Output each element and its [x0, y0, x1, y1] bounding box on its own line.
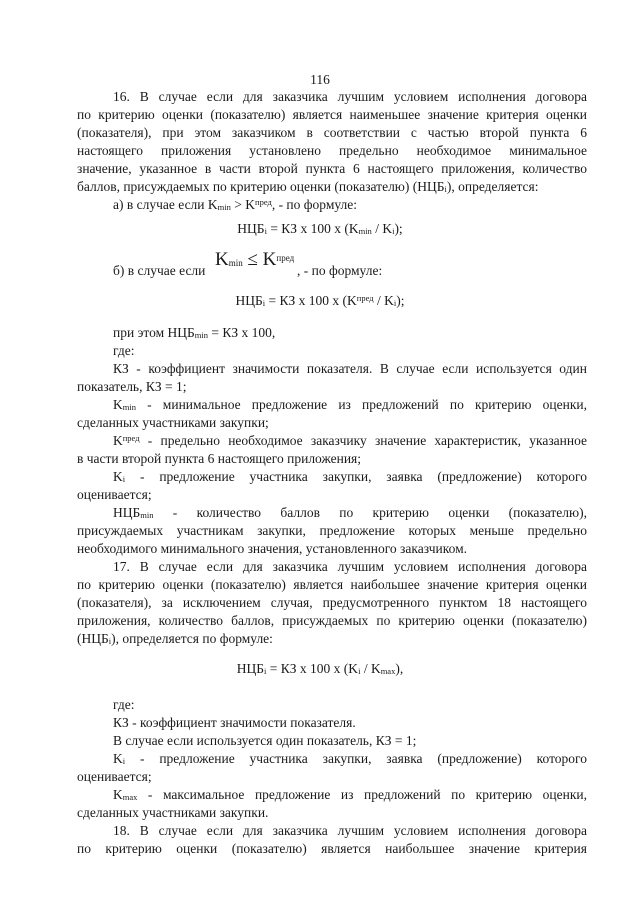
formula-c: $НЦБ_i$ = КЗ x 100 x $(K_i / K_{max})$,	[236, 661, 404, 676]
case-b-tail: , - по формуле:	[297, 263, 383, 278]
formula-b: $НЦБ_i$ = КЗ x 100 x $(K^{пред} / K_i)$;	[235, 293, 405, 308]
def-ki-line-2: оценивается;	[77, 487, 152, 502]
where-label-2: где:	[113, 697, 135, 712]
para17-line-2: по критерию оценки (показателю) является наибольшее значение критерия оценки	[77, 577, 587, 592]
para16-line-3: (показателя), при этом заказчиком в соответствии с частью второй пункта 6	[77, 125, 587, 140]
def2-ki-line-1: $K_i$ - предложение участника закупки, заявка (предложение) которого	[113, 751, 587, 766]
def-kpred-line-2: в части второй пункта 6 настоящего приложения;	[77, 451, 362, 466]
def2-one-line: В случае если используется один показатель, КЗ = 1;	[113, 733, 417, 748]
para17-line-1: 17. В случае если для заказчика лучшим условием исполнения договора	[113, 559, 587, 574]
para18-line-2: по критерию оценки (показателю) является наибольшее значение критерия	[77, 841, 587, 856]
min-formula-line: при этом $НЦБ_{min}$ = КЗ x 100,	[113, 325, 276, 340]
formula-a: $НЦБ_i$ = КЗ x 100 x $(K_{min} / K_i)$;	[237, 221, 403, 236]
para16-line-5: значение, указанное в части второй пункта 6 настоящего приложения, количество	[77, 161, 587, 176]
def-kmin-line-2: сделанных участниками закупки;	[77, 415, 269, 430]
where-label-1: где:	[113, 343, 135, 358]
para17-line-3: (показателя), за исключением случая, предусмотренного пунктом 18 настоящего	[77, 595, 587, 610]
para18-line-1: 18. В случае если для заказчика лучшим условием исполнения договора	[113, 823, 587, 838]
para17-line-5: $(НЦБ_i)$, определяется по формуле:	[77, 631, 273, 646]
def-ncbmin-line-3: необходимого минимального значения, установленного заказчиком.	[77, 541, 468, 556]
case-b-inequality: $K_{min} \le K^{пред}$	[215, 249, 295, 270]
def-kmin-line-1: $K_{min}$ - минимальное предложение из предложений по критерию оценки,	[113, 397, 587, 412]
def-ncbmin-line-2: присуждаемых участникам закупки, предложение которых меньше предельно	[77, 523, 587, 538]
def2-kmax-line-2: сделанных участниками закупки.	[77, 805, 269, 820]
para16-line-1: 16. В случае если для заказчика лучшим условием исполнения договора	[113, 89, 587, 104]
para16-line-2: по критерию оценки (показателю) является наименьшее значение критерия оценки	[77, 107, 587, 122]
def-kz-line-2: показатель, КЗ = 1;	[77, 379, 187, 394]
def-kpred-line-1: $K^{пред}$ - предельно необходимое заказчику значение характеристик, указанное	[113, 433, 587, 448]
para16-line-6: баллов, присуждаемых по критерию оценки (показателю) $(НЦБ_i)$, определяется:	[77, 179, 539, 194]
def2-kz-line: КЗ - коэффициент значимости показателя.	[113, 715, 356, 730]
page-number: 116	[310, 72, 330, 87]
def-kz-line-1: КЗ - коэффициент значимости показателя. В случае если используется один	[113, 361, 587, 376]
def-ncbmin-line-1: $НЦБ_{min}$ - количество баллов по критерию оценки (показателю),	[113, 505, 587, 520]
para16-line-4: настоящего приложения установлено предельно необходимое минимальное	[77, 143, 587, 158]
def-ki-line-1: $K_i$ - предложение участника закупки, заявка (предложение) которого	[113, 469, 587, 484]
def2-kmax-line-1: $K_{max}$ - максимальное предложение из предложений по критерию оценки,	[113, 787, 587, 802]
def2-ki-line-2: оценивается;	[77, 769, 152, 784]
case-a-line: а) в случае если $K_{min} > K^{пред}$, - по формуле:	[113, 197, 358, 212]
case-b-line: б) в случае если	[113, 263, 206, 278]
para17-line-4: приложения, количество баллов, присуждаемых по критерию оценки (показателю)	[77, 613, 587, 628]
